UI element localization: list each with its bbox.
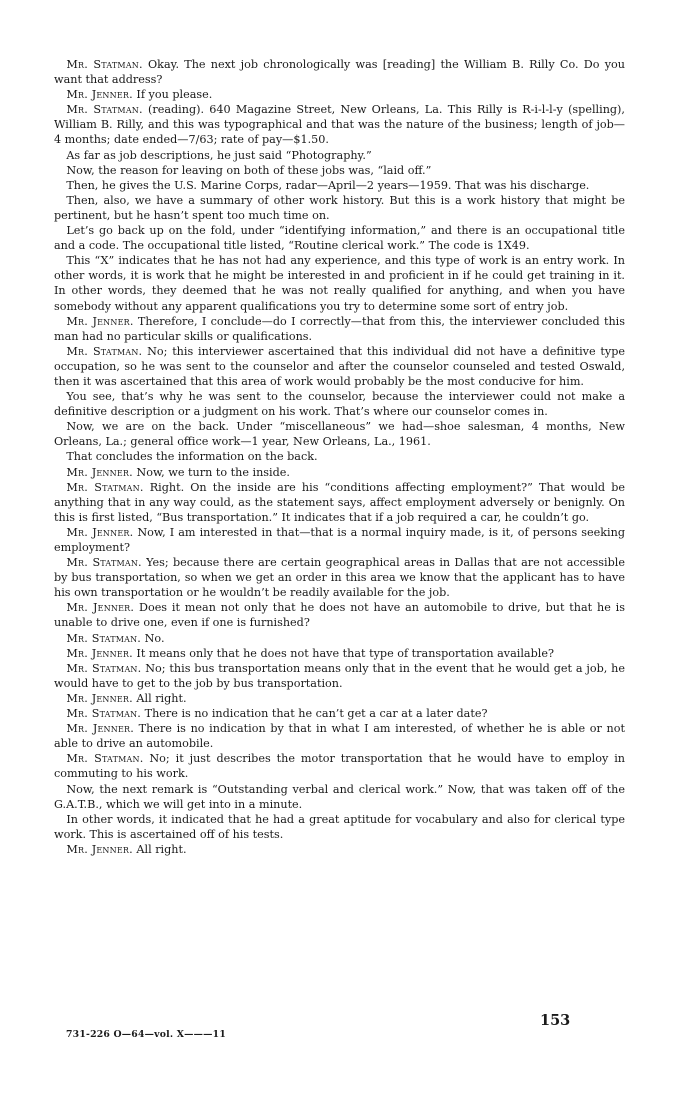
paragraph-text: You see, that’s why he was sent to the counselor, because the interviewer could not make a definitive description or a judgment on his work. That’s where our counselor comes in. — [54, 390, 625, 419]
speaker-label: Mr. Jenner. — [66, 691, 133, 705]
testimony-paragraph — [54, 706, 625, 721]
testimony-paragraph — [54, 449, 625, 464]
testimony-paragraph — [54, 661, 625, 691]
testimony-paragraph — [54, 314, 625, 344]
testimony-paragraph — [54, 253, 625, 313]
paragraph-text: If you please. — [132, 88, 213, 102]
paragraph-text: Now, I am interested in that—that is a normal inquiry made, is it, of persons seeking employment? — [54, 525, 625, 554]
paragraph-text: Therefore, I conclude—do I correctly—that from this, the interviewer concluded this man had no particular skills or qualifications. — [54, 314, 625, 343]
paragraph-text: Does it mean not only that he does not have an automobile to drive, but that he is unable to drive one, even if one is furnished? — [54, 601, 625, 630]
testimony-paragraph — [54, 344, 625, 389]
speaker-label: Mr. Jenner. — [66, 646, 133, 660]
speaker-label: Mr. Statman. — [66, 480, 144, 494]
paragraph-text: Now, the reason for leaving on both of these jobs was, “laid off.” — [66, 163, 432, 177]
paragraph-text: Right. On the inside are his “conditions affecting employment?” That would be anything that in any way could, as the statement says, affect employment adversely or benignly. On this is first listed, “Bus transportation.” It indicates that if a job required a car, he couldn’t go. — [54, 480, 625, 524]
paragraph-text: Now, we turn to the inside. — [132, 465, 290, 479]
testimony-paragraph — [54, 57, 625, 87]
paragraph-text: There is no indication that he can’t get a car at a later date? — [141, 707, 488, 721]
speaker-label: Mr. Jenner. — [66, 722, 134, 736]
testimony-paragraph — [54, 193, 625, 223]
paragraph-text: As far as job descriptions, he just said “Photography.” — [66, 148, 372, 162]
paragraph-text: Now, the next remark is “Outstanding verbal and clerical work.” Now, that was taken off of the G.A.T.B., which we will get into in a minute. — [54, 782, 625, 811]
speaker-label: Mr. Statman. — [66, 344, 143, 358]
testimony-paragraph — [54, 419, 625, 449]
paragraph-text: (reading). 640 Magazine Street, New Orleans, La. This Rilly is R-i-l-l-y (spelling), William B. Rilly, and this was typographical and that was the nature of the business; length of job—4 months; date ended—7/63; rate of pay—$1.50. — [54, 103, 625, 147]
testimony-text — [54, 57, 625, 857]
speaker-label: Mr. Statman. — [66, 58, 143, 71]
speaker-label: Mr. Jenner. — [66, 525, 134, 539]
paragraph-text: No; it just describes the motor transportation that he would have to employ in commuting to his work. — [54, 752, 625, 781]
testimony-paragraph — [54, 721, 625, 751]
paragraph-text: This “X” indicates that he has not had any experience, and this type of work is an entry work. In other words, it is work that he might be interested in and proficient in if he could get training in it. In other words, they deemed that he was not really qualified for anything, and when you have somebody without any apparent qualifications you try to determine some sort of entry job. — [54, 254, 625, 313]
paragraph-text: There is no indication by that in what I am interested, of whether he is able or not able to drive an automobile. — [54, 722, 625, 751]
testimony-paragraph — [54, 646, 625, 661]
speaker-label: Mr. Statman. — [66, 707, 142, 721]
testimony-paragraph — [54, 102, 625, 147]
testimony-paragraph — [54, 812, 625, 842]
paragraph-text: No; this bus transportation means only that in the event that he would get a job, he would have to get to the job by bus transportation. — [54, 661, 625, 690]
print-code: 731-226 O—64—vol. X———11 — [66, 1029, 226, 1040]
paragraph-text: In other words, it indicated that he had a great aptitude for vocabulary and also for clerical type work. This is ascertained off of his tests. — [54, 812, 625, 841]
testimony-paragraph — [54, 178, 625, 193]
paragraph-text: Let’s go back up on the fold, under “identifying information,” and there is an occupational title and a code. The occupational title listed, “Routine clerical work.” The code is 1X49. — [54, 224, 625, 253]
paragraph-text: Okay. The next job chronologically was [reading] the William B. Rilly Co. Do you want that address? — [54, 58, 625, 87]
testimony-paragraph — [54, 600, 625, 630]
testimony-paragraph — [54, 842, 625, 857]
paragraph-text: No. — [141, 631, 165, 645]
page-number: 153 — [540, 1012, 571, 1029]
testimony-paragraph — [54, 480, 625, 525]
speaker-label: Mr. Jenner. — [66, 842, 133, 856]
speaker-label: Mr. Jenner. — [66, 601, 135, 615]
testimony-paragraph — [54, 555, 625, 600]
testimony-paragraph — [54, 389, 625, 419]
testimony-paragraph — [54, 525, 625, 555]
speaker-label: Mr. Statman. — [66, 661, 142, 675]
speaker-label: Mr. Statman. — [66, 631, 142, 645]
testimony-paragraph — [54, 631, 625, 646]
paragraph-text: No; this interviewer ascertained that this individual did not have a definitive type occupation, so he was sent to the counselor and after the counselor counseled and tested Oswald, then it was ascertained that this area of work would probably be the most conducive for him. — [54, 344, 625, 388]
speaker-label: Mr. Statman. — [66, 556, 142, 570]
testimony-paragraph — [54, 465, 625, 480]
paragraph-text: Then, also, we have a summary of other work history. But this is a work history that might be pertinent, but he hasn’t spent too much time on. — [54, 193, 625, 222]
paragraph-text: All right. — [132, 691, 187, 705]
speaker-label: Mr. Jenner. — [66, 314, 134, 328]
speaker-label: Mr. Statman. — [66, 752, 144, 766]
testimony-paragraph — [54, 148, 625, 163]
testimony-paragraph — [54, 691, 625, 706]
testimony-paragraph — [54, 223, 625, 253]
paragraph-text: It means only that he does not have that type of transportation available? — [132, 646, 554, 660]
paragraph-text: Now, we are on the back. Under “miscellaneous” we had—shoe salesman, 4 months, New Orleans, La.; general office work—1 year, New Orleans, La., 1961. — [54, 420, 625, 449]
testimony-paragraph — [54, 87, 625, 102]
speaker-label: Mr. Jenner. — [66, 88, 133, 102]
paragraph-text: Then, he gives the U.S. Marine Corps, radar—April—2 years—1959. That was his discharge. — [66, 178, 590, 192]
testimony-paragraph — [54, 782, 625, 812]
paragraph-text: That concludes the information on the back. — [66, 450, 318, 464]
testimony-paragraph — [54, 163, 625, 178]
speaker-label: Mr. Statman. — [66, 103, 143, 117]
paragraph-text: All right. — [132, 842, 187, 856]
paragraph-text: Yes; because there are certain geographical areas in Dallas that are not accessible by bus transportation, so when we get an order in this area we know that the applicant has to have his own transportation or he wouldn’t be readily available for the job. — [54, 556, 625, 600]
testimony-paragraph — [54, 751, 625, 781]
speaker-label: Mr. Jenner. — [66, 465, 133, 479]
